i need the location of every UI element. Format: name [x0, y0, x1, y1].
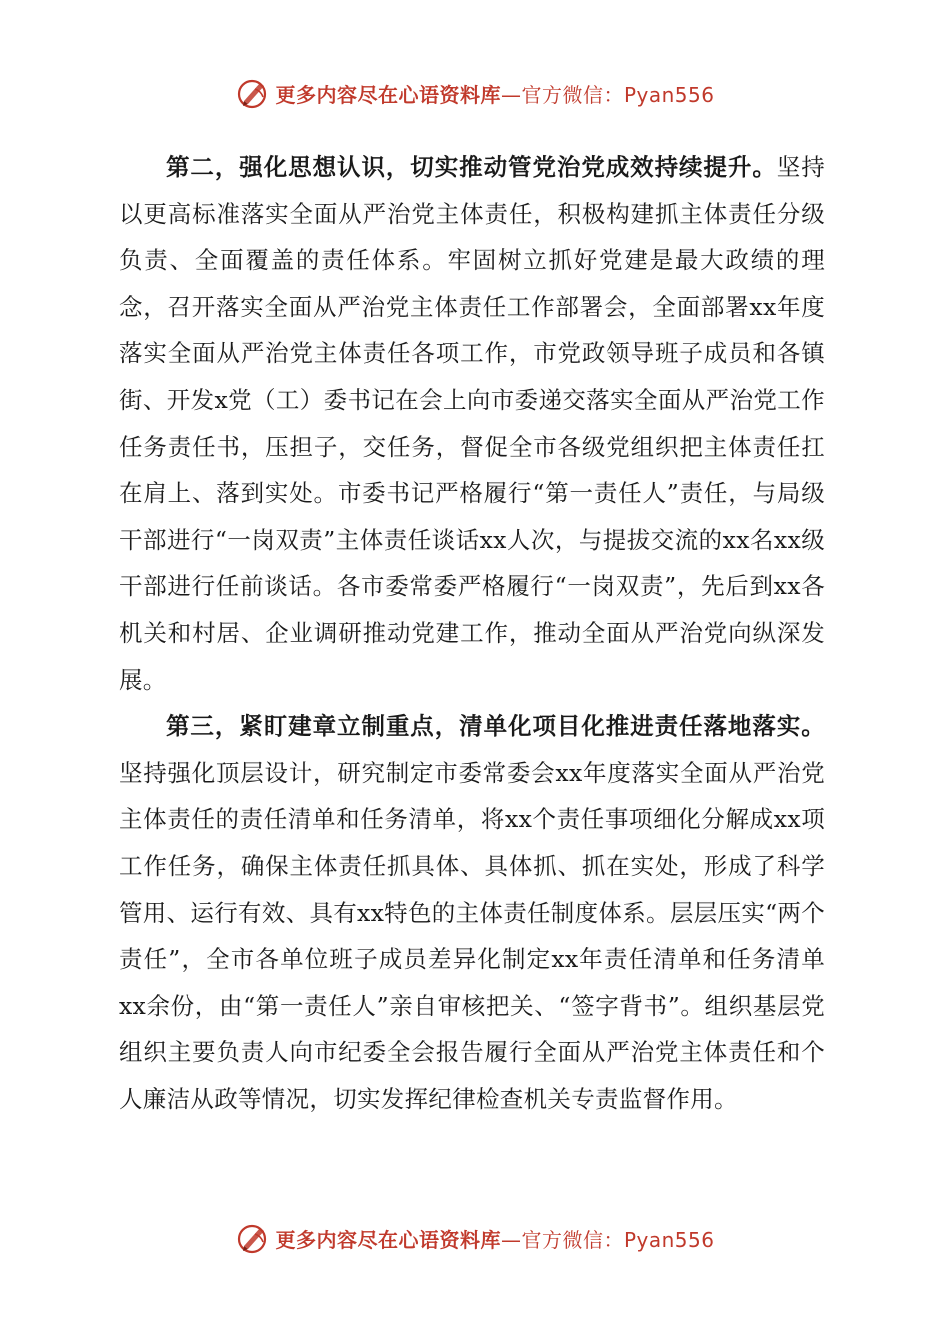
banner-contact: 官方微信：Pyan556 — [521, 82, 715, 107]
paragraph-text: 坚持强化顶层设计，研究制定市委常委会xx年度落实全面从严治党主体责任的责任清单和任务清单，将xx个责任事项细化分解成xx项工作任务，确保主体责任抓具体、具体抓、抓在实处，形成了科学管用、运行有效、具有xx特色的主体责任制度体系。层层压实“两个责任”，全市各单位班子成员差异化制定xx年责任清单和任务清单xx余份，由“第一责任人”亲自审核把关、“签字背书”。组织基层党组织主要负责人向市纪委全会报告履行全面从严治党主体责任和个人廉洁从政等情况，切实发挥纪律检查机关专责监督作用。 — [119, 758, 825, 1113]
banner-text — [275, 79, 714, 108]
pen-circle-logo-icon — [235, 1220, 271, 1256]
paragraph-second — [119, 144, 825, 703]
banner-dash: — — [500, 1227, 522, 1252]
banner-text — [275, 1224, 714, 1253]
paragraph-heading: 第二，强化思想认识，切实推动管党治党成效持续提升。 — [166, 153, 777, 181]
banner-brand: 更多内容尽在心语资料库 — [275, 1227, 501, 1252]
banner-brand: 更多内容尽在心语资料库 — [275, 82, 501, 107]
banner-contact: 官方微信：Pyan556 — [521, 1227, 715, 1252]
header-banner — [0, 71, 950, 115]
paragraph-text: 坚持以更高标准落实全面从严治党主体责任，积极构建抓主体责任分级负责、全面覆盖的责任体系。牢固树立抓好党建是最大政绩的理念，召开落实全面从严治党主体责任工作部署会，全面部署xx年度落实全面从严治党主体责任各项工作，市党政领导班子成员和各镇街、开发x党（工）委书记在会上向市委递交落实全面从严治党工作任务责任书，压担子，交任务，督促全市各级党组织把主体责任扛在肩上、落到实处。市委书记严格履行“第一责任人”责任，与局级干部进行“一岗双责”主体责任谈话xx人次，与提拔交流的xx名xx级干部进行任前谈话。各市委常委严格履行“一岗双责”，先后到xx各机关和村居、企业调研推动党建工作，推动全面从严治党向纵深发展。 — [119, 153, 825, 694]
paragraph-third — [119, 703, 825, 1122]
document-body — [119, 144, 825, 1122]
paragraph-heading: 第三，紧盯建章立制重点，清单化项目化推进责任落地落实。 — [166, 712, 825, 741]
pen-circle-logo-icon — [235, 75, 271, 111]
banner-dash: — — [500, 82, 522, 107]
footer-banner — [0, 1216, 950, 1260]
